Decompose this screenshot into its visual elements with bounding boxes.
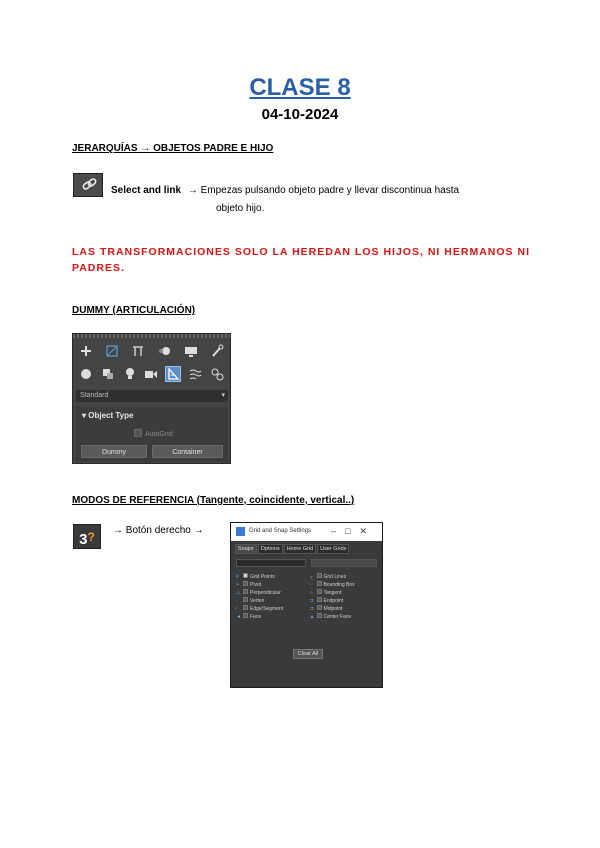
snap-item[interactable]: ⁄ Edge/Segment	[236, 606, 284, 612]
tool-name: Select and link	[111, 185, 182, 196]
shapes-icon	[101, 367, 115, 381]
override-dropdown[interactable]	[311, 559, 377, 567]
link-icon	[73, 173, 103, 197]
systems-icon	[210, 367, 224, 381]
window-controls[interactable]: –□✕	[331, 526, 376, 536]
dropdown-value: Standard	[80, 392, 109, 399]
snap-icon-mark: ?	[87, 530, 95, 544]
category-dropdown[interactable]	[76, 390, 228, 402]
dialog-tabs	[231, 541, 382, 554]
heading-jerarquias: JERARQUÍAS → OBJETOS PADRE E HIJO	[72, 143, 274, 154]
dialog-titlebar	[231, 523, 382, 541]
container-button[interactable]: Container	[152, 445, 223, 458]
page-title: CLASE 8	[249, 74, 351, 101]
geometry-icon	[79, 367, 93, 381]
create-icon	[79, 344, 93, 358]
command-panel-screenshot	[72, 333, 231, 464]
app-icon	[236, 527, 245, 536]
clear-all-button[interactable]: Clear All	[293, 649, 323, 659]
tab-home-grid[interactable]: Home Grid	[284, 544, 317, 554]
heading-modos-rest: Tangente, coincidente, vertical..)	[199, 495, 355, 506]
date: 04-10-2024	[261, 106, 339, 123]
snap-left-column	[236, 573, 306, 621]
tab-user-grids[interactable]: User Grids	[317, 544, 349, 554]
rollout-title-text: Object Type	[88, 411, 134, 420]
rollout-title[interactable]: ▾ Object Type	[82, 411, 134, 420]
tab-options[interactable]: Options	[258, 544, 283, 554]
chevron-down-icon: ▾	[221, 392, 225, 399]
autogrid-checkbox[interactable]: AutoGrid	[134, 429, 173, 438]
snap-item[interactable]: ┬ Grid Lines	[309, 574, 347, 580]
description-line1: → Empezas pulsando objeto padre y llevar discontinua hasta	[187, 185, 460, 196]
snap-item[interactable]: ○ Tangent	[309, 590, 342, 596]
dummy-button[interactable]: Dummy	[81, 445, 147, 458]
lights-icon	[123, 367, 137, 381]
snap-item[interactable]: ◄ Face	[236, 614, 262, 620]
helpers-icon[interactable]	[166, 367, 180, 381]
tab-snaps[interactable]: Snaps	[235, 544, 257, 554]
snap-icon-number: 3	[79, 531, 88, 548]
heading-modos-underlined: MODOS DE REFERENCIA (	[72, 495, 200, 506]
snap-item[interactable]: ▲ Center Face	[309, 614, 352, 620]
heading-modos	[72, 495, 354, 506]
create-category-tabs	[79, 367, 224, 383]
object-type-rollout	[76, 407, 228, 462]
right-click-note: → Botón derecho →	[113, 525, 204, 536]
snap-type-dropdown[interactable]	[236, 559, 306, 567]
snap-item[interactable]: ⊐ Endpoint	[309, 598, 344, 604]
snap-item[interactable]: · Vertex	[236, 598, 265, 604]
snap-right-column	[310, 573, 380, 621]
command-panel-tabs	[79, 344, 224, 360]
cameras-icon	[144, 367, 158, 381]
heading-dummy: DUMMY (ARTICULACIÓN)	[72, 305, 196, 316]
utilities-icon	[210, 344, 224, 358]
hierarchy-icon	[131, 344, 145, 358]
snap-item[interactable]: + Pivot	[236, 582, 262, 588]
snap-item[interactable]: # Grid Points	[236, 574, 275, 580]
snap-item[interactable]: ⊐ Midpoint	[309, 606, 343, 612]
warning-text: LAS TRANSFORMACIONES SOLO LA HEREDAN LOS HIJOS, NI HERMANOS NI PADRES.	[72, 246, 530, 274]
display-icon	[184, 344, 198, 358]
modify-icon	[105, 344, 119, 358]
description-line2: objeto hijo.	[216, 203, 265, 214]
snap-item[interactable]: ⊥ Perpendicular	[236, 590, 281, 596]
space-warps-icon	[188, 367, 202, 381]
snap-settings-dialog	[230, 522, 383, 688]
snap-item[interactable]: ▫ Bounding Box	[309, 582, 355, 588]
dialog-title: Grid and Snap Settings	[249, 528, 312, 534]
snap-toggle-icon	[73, 524, 101, 549]
select-link-description	[111, 185, 459, 196]
snap-options	[236, 573, 379, 621]
motion-icon	[158, 344, 172, 358]
